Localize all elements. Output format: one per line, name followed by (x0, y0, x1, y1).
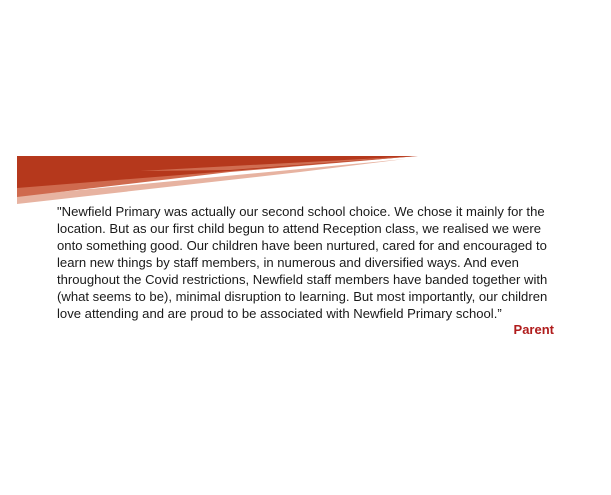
testimonial-attribution: Parent (513, 322, 554, 337)
testimonial-quote: "Newfield Primary was actually our second school choice. We chose it mainly for the location. But as our first child begun to attend Reception class, we realised we were onto something good. Our children have been nurtured, cared for and encouraged to learn new things by staff members, in numerous and diversified ways. And even throughout the Covid restrictions, Newfield staff members have banded together with (what seems to be), minimal disruption to learning. But most importantly, our children love attending and are proud to be associated with Newfield Primary school.” (57, 204, 548, 321)
